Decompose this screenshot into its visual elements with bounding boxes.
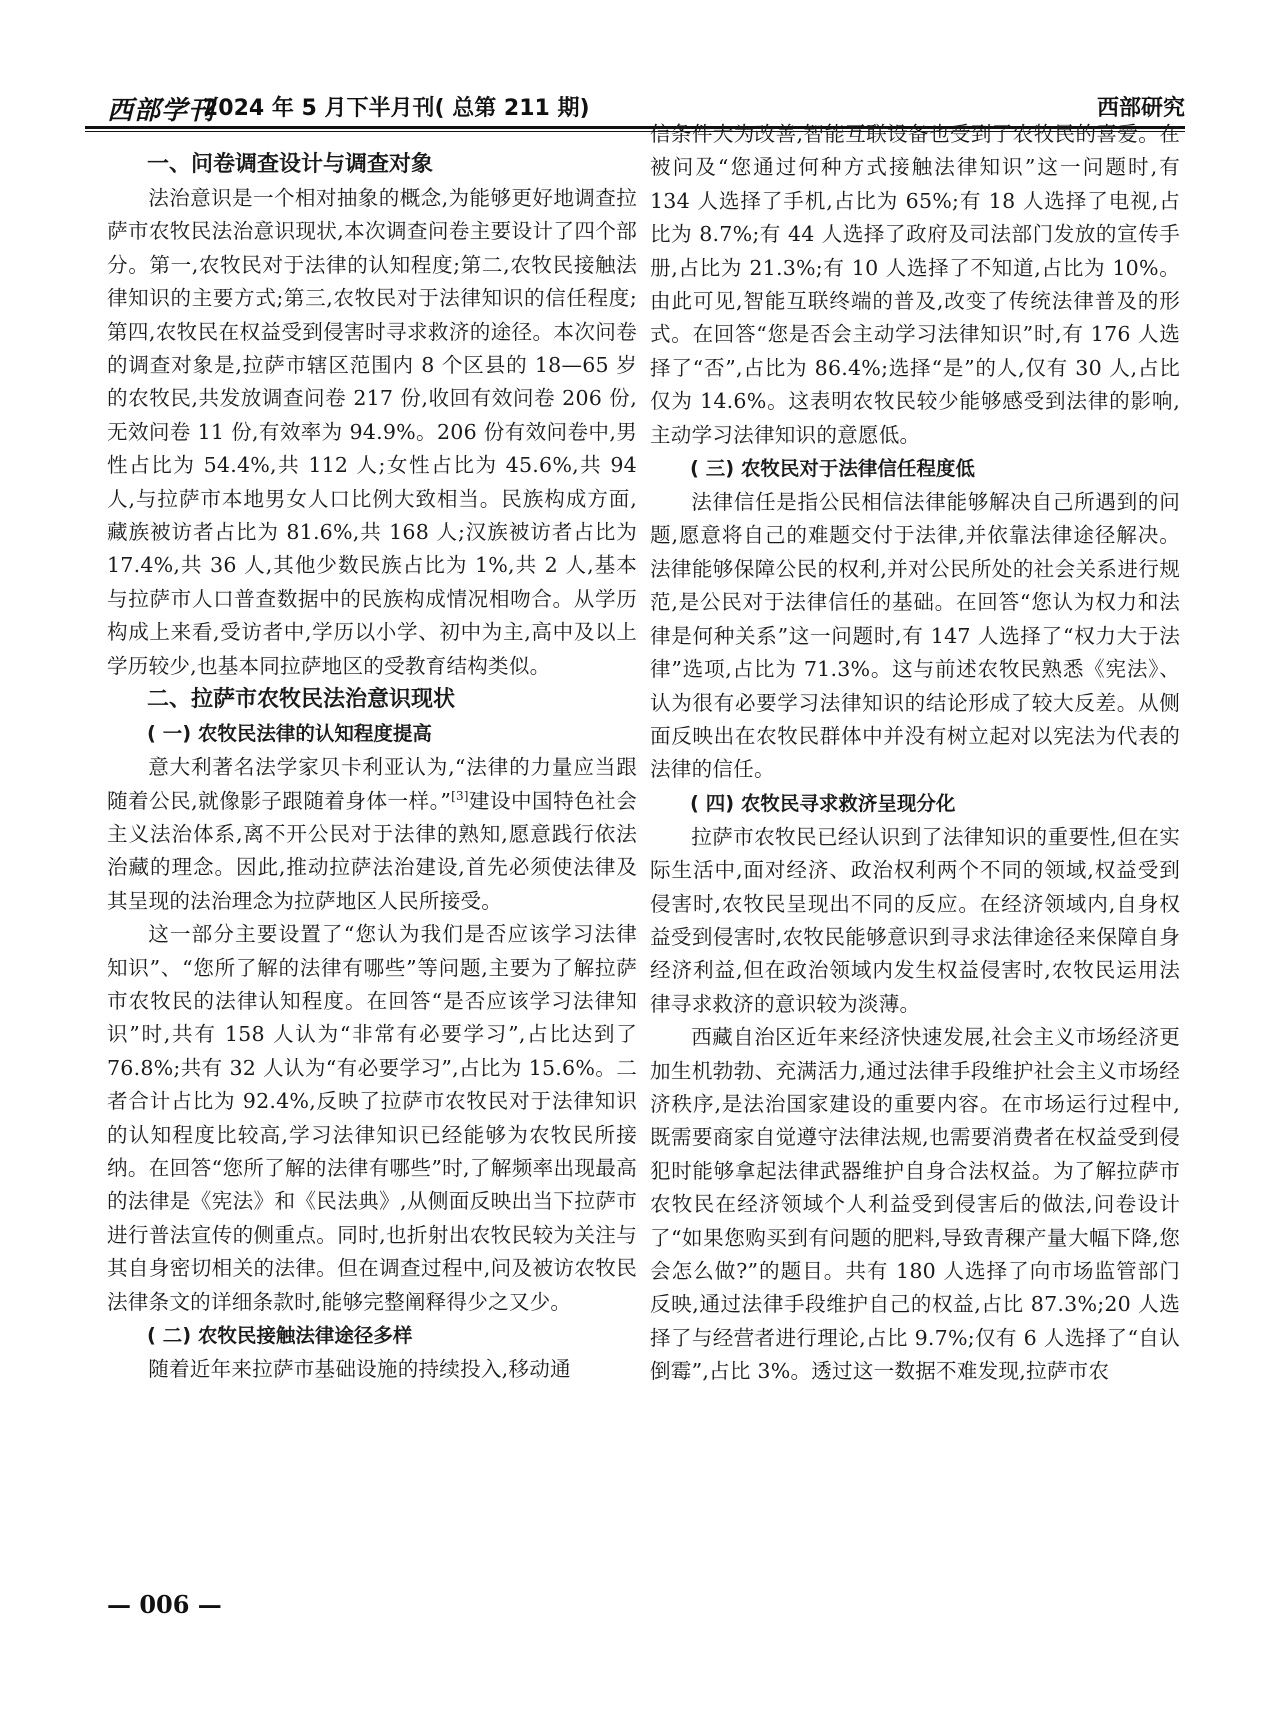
paragraph: 随着近年来拉萨市基础设施的持续投入,移动通 bbox=[148, 1357, 571, 1381]
subsection-heading-2: ( 二) 农牧民接触法律途径多样 bbox=[147, 1324, 413, 1347]
paragraph-text: 建设中国特色社会主义法治体系,离不开公民对于法律的熟知,愿意践行依法治藏的理念。因此,推动拉萨法治建设,首先必须使法律及其呈现的法治理念为拉萨地区人民所接受。 bbox=[107, 788, 637, 913]
paragraph: 这一部分主要设置了“您认为我们是否应该学习法律知识”、“您所了解的法律有哪些”等问题,主要为了解拉萨市农牧民的法律认知程度。在回答“是否应该学习法律知识”时,共有 158 人认为“非常有必要学习”,占比达到了 76.8%;共有 32 人认为“有必要学习”,占比为 15.6%。二者合计占比为 92.4%,反映了拉萨市农牧民对于法律知识的认知程度比较高,学习法律知识已经能够为农牧民所接纳。在回答“您所了解的法律有哪些”时,了解频率出现最高的法律是《宪法》和《民法典》,从侧面反映出当下拉萨市进行普法宣传的侧重点。同时,也折射出农牧民较为关注与其自身密切相关的法律。但在调查过程中,问及被访农牧民法律条文的详细条款时,能够完整阐释得少之又少。 bbox=[107, 922, 637, 1314]
paragraph: 拉萨市农牧民已经认识到了法律知识的重要性,但在实际生活中,面对经济、政治权利两个不同的领域,权益受到侵害时,农牧民呈现出不同的反应。在经济领域内,自身权益受到侵害时,农牧民能够意识到寻求法律途径来保障自身经济利益,但在政治领域内发生权益侵害时,农牧民运用法律寻求救济的意识较为淡薄。 bbox=[650, 824, 1180, 1016]
section-heading-1: 一、问卷调查设计与调查对象 bbox=[147, 152, 434, 177]
paragraph-text: 意大利著名法学家贝卡利亚认为,“法律的力量应当跟随着公民,就像影子跟随着身体一样。” bbox=[107, 755, 637, 813]
subsection-heading-1: ( 一) 农牧民法律的认知程度提高 bbox=[147, 722, 432, 746]
citation-ref: [3] bbox=[451, 788, 469, 803]
paragraph-continued: 信条件大为改善,智能互联设备也受到了农牧民的喜爱。在被问及“您通过何种方式接触法律知识”这一问题时,有 134 人选择了手机,占比为 65%;有 18 人选择了电视,占比为 8.7%;有 44 人选择了政府及司法部门发放的宣传手册,占比为 21.3%;有 10 人选择了不知道,占比为 10%。由此可见,智能互联终端的普及,改变了传统法律普及的形式。在回答“您是否会主动学习法律知识”时,有 176 人选择了“否”,占比为 86.4%;选择“是”的人,仅有 30 人,占比仅为 14.6%。这表明农牧民较少能够感受到法律的影响,主动学习法律知识的意愿低。 bbox=[650, 122, 1180, 447]
paragraph: 法治意识是一个相对抽象的概念,为能够更好地调查拉萨市农牧民法治意识现状,本次调查问卷主要设计了四个部分。第一,农牧民对于法律的认知程度;第二,农牧民接触法律知识的主要方式;第三,农牧民对于法律知识的信任程度;第四,农牧民在权益受到侵害时寻求救济的途径。本次问卷的调查对象是,拉萨市辖区范围内 8 个区县的 18—65 岁的农牧民,共发放调查问卷 217 份,收回有效问卷 206 份,无效问卷 11 份,有效率为 94.9%。206 份有效问卷中,男性占比为 54.4%,共 112 人;女性占比为 45.6%,共 94 人,与拉萨市本地男女人口比例大致相当。民族构成方面,藏族被访者占比为 81.6%,共 168 人;汉族被访者占比为 17.4%,共 36 人,其他少数民族占比为 1%,共 2 人,基本与拉萨市人口普查数据中的民族构成情况相吻合。从学历构成上来看,受访者中,学历以小学、初中为主,高中及以上学历较少,也基本同拉萨地区的受教育结构类似。 bbox=[107, 186, 637, 678]
subsection-heading-4: ( 四) 农牧民寻求救济呈现分化 bbox=[690, 791, 956, 815]
subsection-heading-3: ( 三) 农牧民对于法律信任程度低 bbox=[690, 457, 975, 481]
issue-info: 2024 年 5 月下半月刊( 总第 211 期) bbox=[203, 96, 590, 121]
right-column bbox=[650, 118, 1180, 1389]
journal-logo: 西部学刊 bbox=[107, 96, 216, 126]
paragraph: 法律信任是指公民相信法律能够解决自己所遇到的问题,愿意将自己的难题交付于法律,并依靠法律途径解决。法律能够保障公民的权利,并对公民所处的社会关系进行规范,是公民对于法律信任的基础。在回答“您认为权力和法律是何种关系”这一问题时,有 147 人选择了“权力大于法律”选项,占比为 71.3%。这与前述农牧民熟悉《宪法》、认为很有必要学习法律知识的结论形成了较大反差。从侧面反映出在农牧民群体中并没有树立起对以宪法为代表的法律的信任。 bbox=[650, 490, 1180, 782]
page-number: — 006 — bbox=[107, 1590, 222, 1619]
left-column bbox=[107, 148, 637, 1386]
paragraph: 西藏自治区近年来经济快速发展,社会主义市场经济更加生机勃勃、充满活力,通过法律手段维护社会主义市场经济秩序,是法治国家建设的重要内容。在市场运行过程中,既需要商家自觉遵守法律法规,也需要消费者在权益受到侵犯时能够拿起法律武器维护自身合法权益。为了解拉萨市农牧民在经济领域个人利益受到侵害后的做法,问卷设计了“如果您购买到有问题的肥料,导致青稞产量大幅下降,您会怎么做?”的题目。共有 180 人选择了向市场监管部门反映,通过法律手段维护自己的权益,占比 87.3%;20 人选择了与经营者进行理论,占比 9.7%;仅有 6 人选择了“自认倒霉”,占比 3%。透过这一数据不难发现,拉萨市农 bbox=[650, 1025, 1180, 1384]
section-heading-2: 二、拉萨市农牧民法治意识现状 bbox=[147, 687, 456, 713]
paragraph bbox=[107, 751, 637, 918]
section-name: 西部研究 bbox=[1096, 96, 1185, 121]
